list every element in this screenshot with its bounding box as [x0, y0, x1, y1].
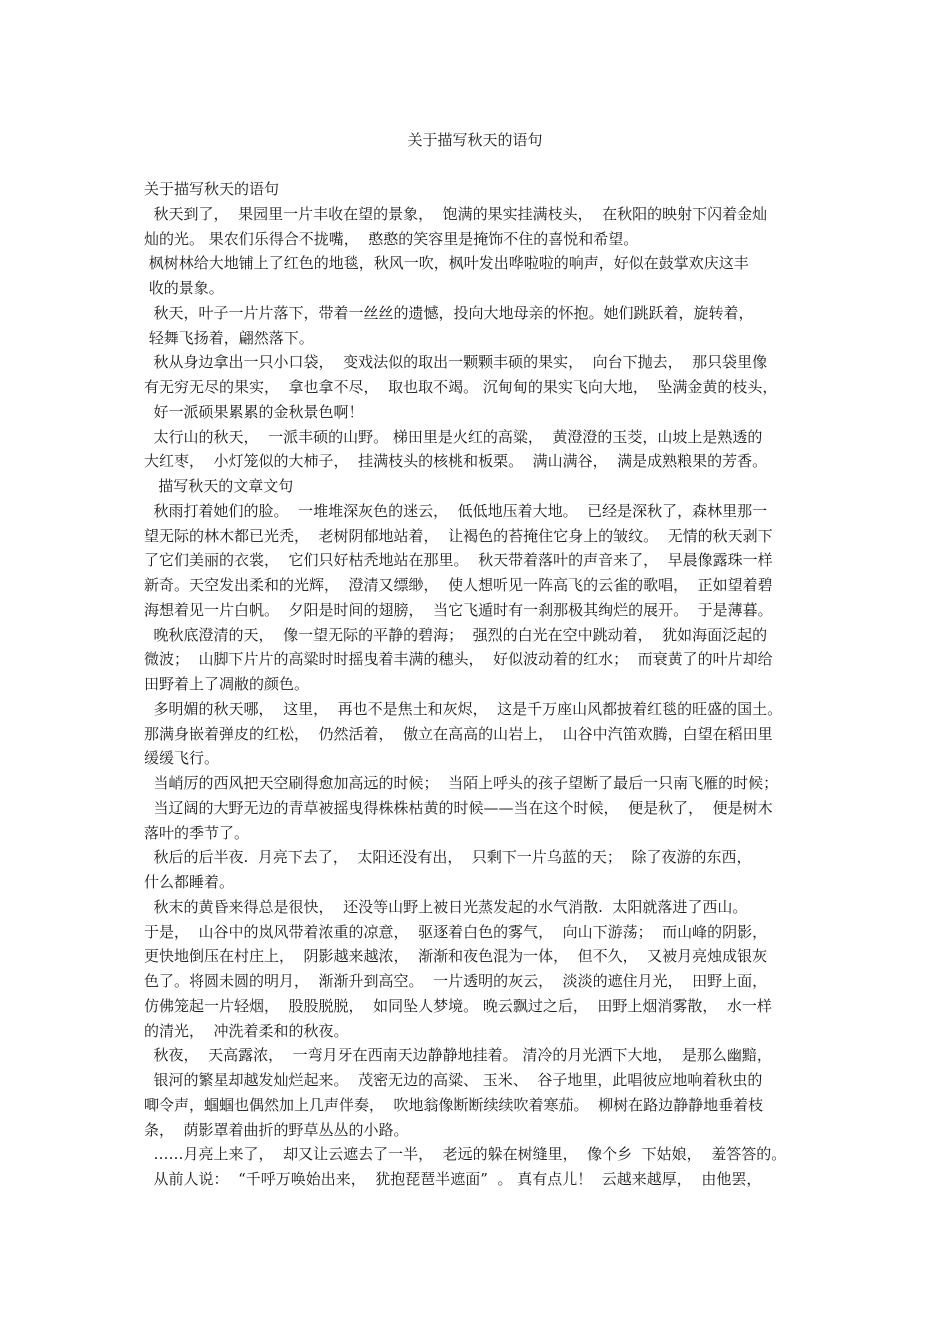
text-line: 秋从身边拿出一只小口袋， 变戏法似的取出一颗颗丰硕的果实， 向台下抛去， 那只袋里像: [144, 353, 768, 371]
text-line: 秋夜， 天高露浓， 一弯月牙在西南天边静静地挂着。 清冷的月光洒下大地， 是那么幽黯，: [144, 1046, 772, 1064]
text-line: 当峭厉的西风把天空刷得愈加高远的时候； 当陌上呼头的孩子望断了最后一只南飞雁的时候；: [144, 774, 779, 792]
text-line: 秋后的后半夜. 月亮下去了， 太阳还没有出， 只剩下一片乌蓝的天； 除了夜游的东西，: [144, 848, 752, 866]
document-title: 关于描写秋天的语句: [407, 131, 543, 149]
text-line: 从前人说： “千呼万唤始出来， 犹抱琵琶半遮面” 。 真有点儿！ 云越来越厚， 由他罢，: [144, 1170, 762, 1188]
text-line: 好一派硕果累累的金秋景色啊！: [144, 403, 364, 421]
text-line: 秋天到了， 果园里一片丰收在望的景象， 饱满的果实挂满枝头， 在秋阳的映射下闪着金灿: [144, 205, 768, 223]
text-line: 轻舞飞扬着，翩然落下。: [144, 329, 314, 347]
text-line: 于是， 山谷中的岚风带着浓重的凉意， 驱逐着白色的雾气， 向山下游荡； 而山峰的阴影，: [144, 923, 768, 941]
text-line: 太行山的秋天， 一派丰硕的山野。 梯田里是火红的高粱， 黄澄澄的玉茭，山坡上是熟透的: [144, 428, 763, 446]
text-line: ……月亮上来了， 却又让云遮去了一半， 老远的躲在树缝里， 像个乡 下姑娘， 羞答答的。: [144, 1145, 787, 1163]
text-line: 当辽阔的大野无边的青草被摇曳得株株枯黄的时候——当在这个时候， 便是秋了， 便是树木: [144, 799, 773, 817]
text-line: 田野着上了凋敝的颜色。: [144, 675, 310, 693]
text-line: 银河的繁星却越发灿烂起来。 茂密无边的高粱、 玉米、 谷子地里，此唱彼应地响着秋虫的: [144, 1071, 763, 1089]
text-line: 色了。将圆未圆的明月， 渐渐升到高空。 一片透明的灰云， 淡淡的遮住月光， 田野上面，: [144, 972, 768, 990]
text-line: 条， 荫影罩着曲折的野草丛丛的小路。: [144, 1121, 409, 1139]
text-line: 晚秋底澄清的天， 像一望无际的平静的碧海； 强烈的白光在空中跳动着， 犹如海面泛起的: [144, 626, 768, 644]
text-line: 更快地倒压在村庄上， 阴影越来越浓， 渐渐和夜色混为一体， 但不久， 又被月亮烛成银灰: [144, 947, 768, 965]
text-line: 秋天，叶子一片片落下，带着一丝丝的遗憾，投向大地母亲的怀抱。她们跳跃着，旋转着，: [144, 304, 754, 322]
text-line: 落叶的季节了。: [144, 824, 250, 842]
text-line: 有无穷无尽的果实， 拿也拿不尽， 取也取不竭。 沉甸甸的果实飞向大地， 坠满金黄的枝头，: [144, 378, 778, 396]
text-line: 什么都睡着。: [144, 873, 235, 891]
text-line: 的清光， 冲洗着柔和的秋夜。: [144, 1022, 349, 1040]
text-line: 那满身嵌着弹皮的红松， 仍然活着， 傲立在高高的山岩上， 山谷中汽笛欢腾，白望在稻田里: [144, 725, 773, 743]
text-line: 秋雨打着她们的脸。 一堆堆深灰色的迷云， 低低地压着大地。 已经是深秋了，森林里那一: [144, 502, 768, 520]
text-line: 望无际的林木都已光秃， 老树阴郁地站着， 让褐色的苔掩住它身上的皱纹。 无情的秋天剥下: [144, 527, 773, 545]
text-line: 微波； 山脚下片片的高粱时时摇曳着丰满的穗头， 好似波动着的红水； 而衰黄了的叶片却给: [144, 650, 773, 668]
text-line: 了它们美丽的衣裳， 它们只好枯秃地站在那里。 秋天带着落叶的声音来了， 早晨像露珠一样: [144, 551, 773, 569]
text-line: 枫树林给大地铺上了红色的地毯，秋风一吹，枫叶发出哗啦啦的响声，好似在鼓掌欢庆这丰: [144, 254, 749, 272]
text-line: 描写秋天的文章文句: [144, 477, 294, 495]
text-line: 唧令声，蝈蝈也偶然加上几声伴奏， 吹地翁像断断续续吹着寒茄。 柳树在路边静静地垂着枝: [144, 1096, 764, 1114]
text-line: 秋末的黄昏来得总是很快， 还没等山野上被日光蒸发起的水气消散. 太阳就落进了西山。: [144, 898, 748, 916]
text-line: 收的景象。: [144, 279, 224, 297]
text-line: 海想着见一片白帆。 夕阳是时间的翅膀， 当它飞遁时有一刹那极其绚烂的展开。 于是薄暮。: [144, 601, 773, 619]
text-line: 新奇。天空发出柔和的光辉， 澄清又缥缈， 使人想听见一阵高飞的云雀的歌唱， 正如望着碧: [144, 576, 773, 594]
text-line: 灿的光。 果农们乐得合不拢嘴， 憨憨的笑容里是掩饰不住的喜悦和希望。: [144, 230, 639, 248]
text-line: 多明媚的秋天哪， 这里， 再也不是焦土和灰烬， 这是千万座山风都披着红毯的旺盛的国土。: [144, 700, 783, 718]
text-line: 仿佛笼起一片轻烟， 股股脱脱， 如同坠人梦境。 晚云飘过之后， 田野上烟消雾散， 水一样: [144, 997, 772, 1015]
text-line: 大红枣， 小灯笼似的大柿子， 挂满枝头的核桃和板栗。 满山满谷， 满是成熟粮果的芳香。: [144, 452, 768, 470]
text-line: 缓缓飞行。: [144, 749, 220, 767]
text-line: 关于描写秋天的语句: [144, 180, 280, 198]
